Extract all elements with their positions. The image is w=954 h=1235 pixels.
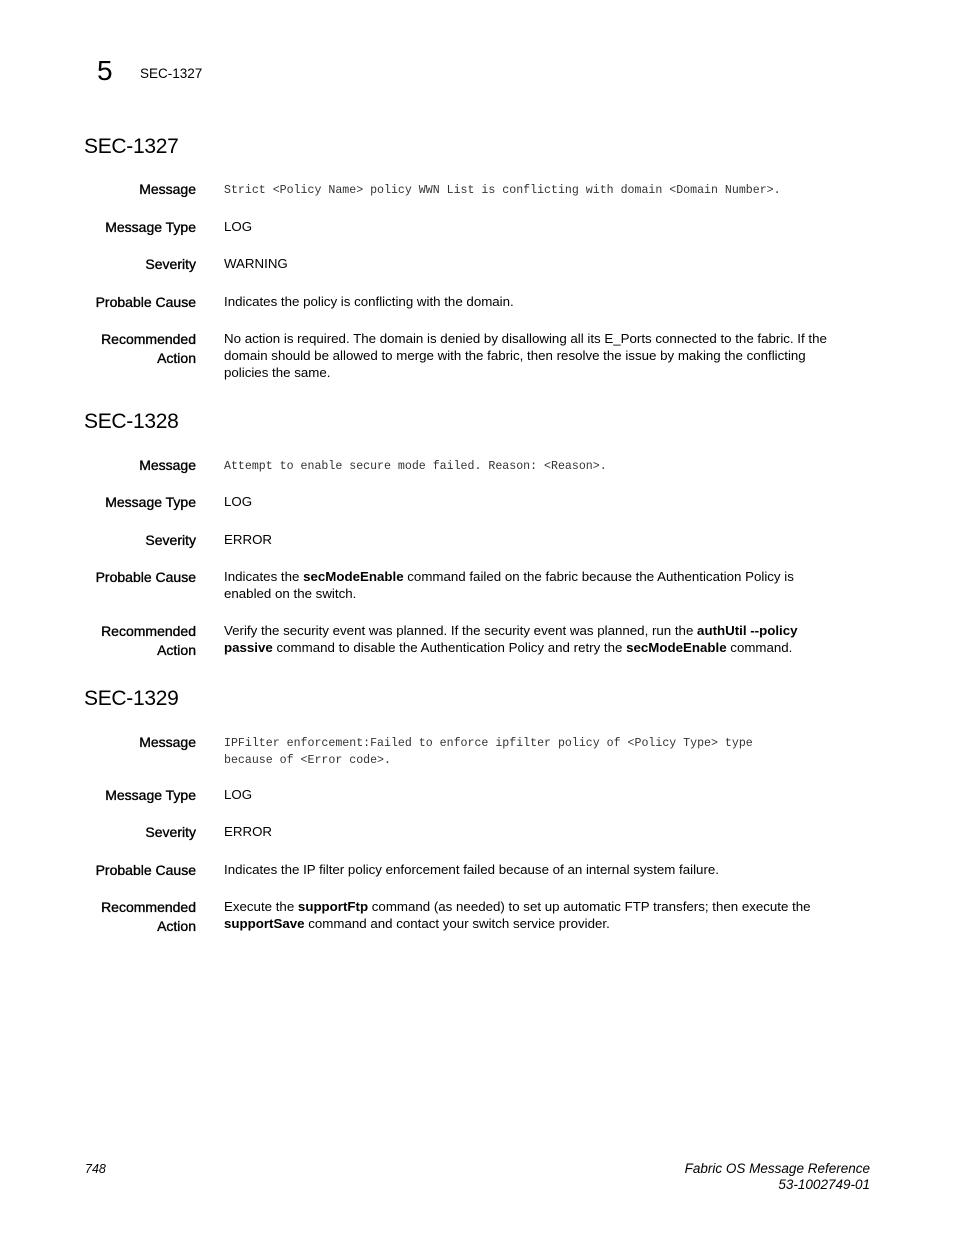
severity-label: Severity bbox=[145, 532, 196, 548]
text-segment: Execute the bbox=[224, 899, 298, 914]
command-name: secModeEnable bbox=[626, 640, 727, 655]
recommended-action-text bbox=[224, 622, 864, 656]
message-type-label: Message Type bbox=[105, 787, 196, 803]
probable-cause-label: Probable Cause bbox=[95, 862, 196, 878]
action-word: Action bbox=[157, 350, 196, 366]
message-type-value: LOG bbox=[224, 787, 253, 802]
footer-document-info bbox=[560, 1161, 870, 1193]
command-name: secModeEnable bbox=[303, 569, 404, 584]
severity-value: ERROR bbox=[224, 824, 273, 839]
message-label: Message bbox=[139, 181, 196, 197]
action-line: domain should be allowed to merge with the fabric, then resolve the issue by making the conflicting bbox=[224, 348, 806, 363]
message-line: IPFilter enforcement:Failed to enforce ipfilter policy of <Policy Type> type bbox=[224, 737, 753, 750]
message-type-label: Message Type bbox=[105, 219, 196, 235]
severity-value: WARNING bbox=[224, 256, 288, 271]
message-type-label: Message Type bbox=[105, 494, 196, 510]
message-label: Message bbox=[139, 457, 196, 473]
text-segment: command (as needed) to set up automatic FTP transfers; then execute the bbox=[368, 899, 811, 914]
action-word: Action bbox=[157, 642, 196, 658]
message-text: Strict <Policy Name> policy WWN List is conflicting with domain <Domain Number>. bbox=[224, 184, 781, 197]
command-name: passive bbox=[224, 640, 273, 655]
message-text: Attempt to enable secure mode failed. Reason: <Reason>. bbox=[224, 460, 607, 473]
recommended-word: Recommended bbox=[101, 899, 196, 915]
probable-cause-text: Indicates the policy is conflicting with the domain. bbox=[224, 294, 514, 309]
recommended-action-label bbox=[60, 898, 196, 936]
message-text bbox=[224, 736, 864, 769]
probable-cause-label: Probable Cause bbox=[95, 569, 196, 585]
text-segment: command and contact your switch service provider. bbox=[304, 916, 610, 931]
command-name: supportSave bbox=[224, 916, 305, 931]
recommended-action-label bbox=[60, 330, 196, 368]
text-segment: Indicates the bbox=[224, 569, 304, 584]
message-type-value: LOG bbox=[224, 494, 253, 509]
severity-label: Severity bbox=[145, 824, 196, 840]
command-name: supportFtp bbox=[297, 899, 369, 914]
message-label: Message bbox=[139, 734, 196, 750]
command-name: authUtil --policy bbox=[697, 623, 798, 638]
action-line: No action is required. The domain is denied by disallowing all its E_Ports connected to the fabric. If the bbox=[224, 331, 827, 346]
probable-cause-text: Indicates the IP filter policy enforcement failed because of an internal system failure. bbox=[224, 862, 719, 877]
entry-heading: SEC-1327 bbox=[84, 135, 179, 158]
action-line: policies the same. bbox=[224, 365, 331, 380]
severity-value: ERROR bbox=[224, 532, 273, 547]
action-word: Action bbox=[157, 918, 196, 934]
probable-cause-label: Probable Cause bbox=[95, 294, 196, 310]
text-segment: command to disable the Authentication Policy and retry the bbox=[272, 640, 627, 655]
text-segment: command. bbox=[726, 640, 793, 655]
document-number: 53-1002749-01 bbox=[778, 1177, 870, 1192]
text-segment: command failed on the fabric because the Authentication Policy is bbox=[403, 569, 794, 584]
chapter-number: 5 bbox=[97, 55, 113, 86]
probable-cause-text bbox=[224, 568, 864, 602]
recommended-word: Recommended bbox=[101, 623, 196, 639]
recommended-action-text bbox=[224, 898, 864, 932]
document-title: Fabric OS Message Reference bbox=[684, 1161, 870, 1176]
text-segment: Verify the security event was planned. If the security event was planned, run the bbox=[224, 623, 698, 638]
recommended-word: Recommended bbox=[101, 331, 196, 347]
message-line: because of <Error code>. bbox=[224, 753, 391, 767]
severity-label: Severity bbox=[145, 256, 196, 272]
recommended-action-text bbox=[224, 330, 864, 381]
recommended-action-label bbox=[60, 622, 196, 660]
entry-heading: SEC-1329 bbox=[84, 687, 179, 710]
message-type-value: LOG bbox=[224, 219, 253, 234]
entry-heading: SEC-1328 bbox=[84, 410, 179, 433]
text-segment: enabled on the switch. bbox=[224, 586, 357, 601]
page-number: 748 bbox=[85, 1162, 106, 1176]
running-header: SEC-1327 bbox=[140, 66, 203, 81]
